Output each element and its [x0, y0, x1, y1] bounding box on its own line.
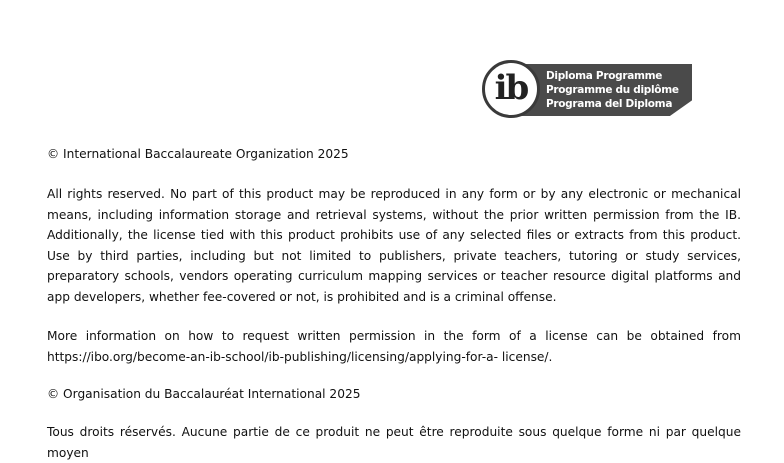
rights-paragraph-fr: Tous droits réservés. Aucune partie de ce produit ne peut être reproduite sous quelque forme ni par quelque moyen — [47, 425, 741, 460]
programme-name-fr: Programme du diplôme — [546, 84, 679, 96]
more-info-paragraph-en: More information on how to request written permission in the form of a license can be obtained from https://ibo.org/become-an-ib-school/ib-publishing/licensing/applying-for-a- license/. — [47, 329, 741, 364]
copyright-fr: © Organisation du Baccalauréat International 2025 — [47, 387, 361, 401]
ib-logo — [478, 60, 694, 122]
copyright-en: © International Baccalaureate Organization 2025 — [47, 147, 349, 161]
programme-name-en: Diploma Programme — [546, 70, 663, 82]
programme-name-es: Programa del Diploma — [546, 98, 673, 110]
programme-names — [546, 69, 679, 111]
rights-paragraph-en: All rights reserved. No part of this product may be reproduced in any form or by any electronic or mechanical means, including information storage and retrieval systems, without the prior written permission from the IB. Additionally, the license tied with this product prohibits use of any selected files or extracts from this product. Use by third parties, including but not limited to publishers, private teachers, tutoring or study services, preparatory schools, vendors operating curriculum mapping services or teacher resource digital platforms and app developers, whether fee-covered or not, is prohibited and is a criminal offense. — [47, 187, 741, 304]
ib-emblem-icon — [482, 60, 540, 118]
ib-mark: ib — [494, 68, 528, 108]
